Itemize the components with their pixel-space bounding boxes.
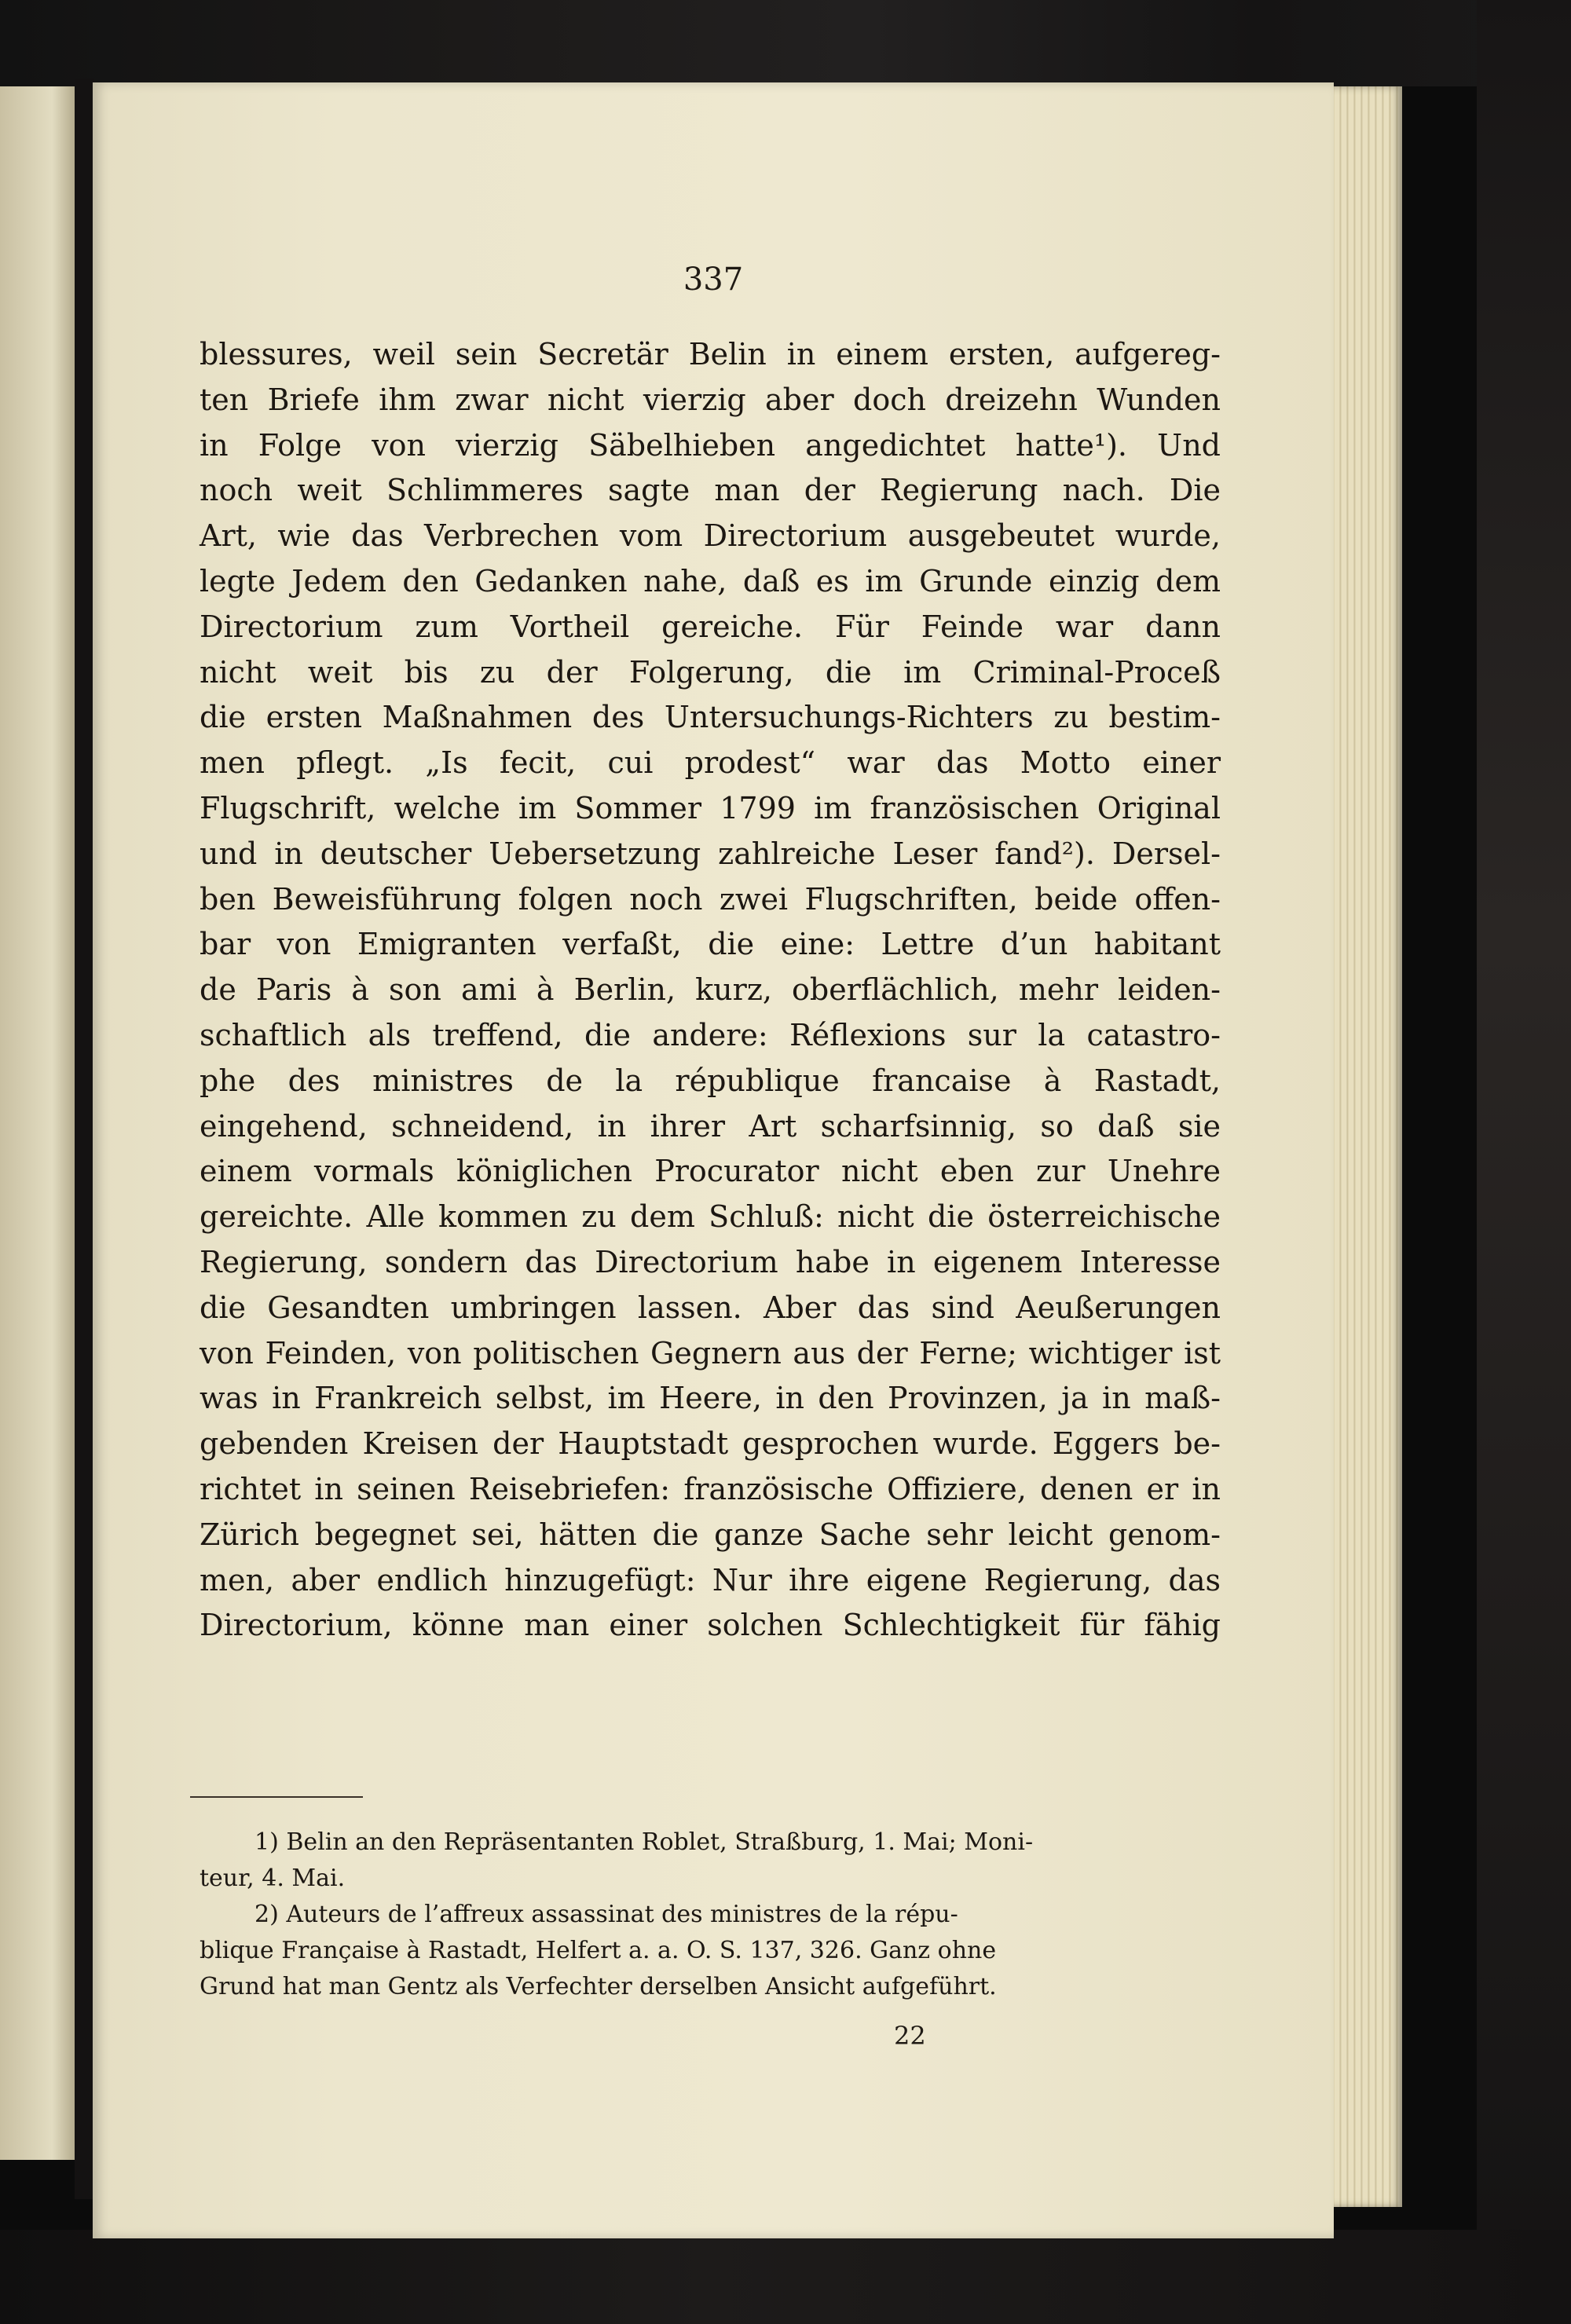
body-line: schaftlich als treffend, die andere: Réflexions sur la catastro- [200,1017,1221,1052]
footnote-line: 2) Auteurs de l’affreux assassinat des ministres de la répu- [255,1901,958,1928]
body-line: bar von Emigranten verfaßt, die eine: Lettre d’un habitant [200,927,1221,962]
body-line: in Folge von vierzig Säbelhieben angedichtet hatte¹). Und [200,427,1221,463]
book-gutter [75,79,94,2199]
footnote-line: 1) Belin an den Repräsentanten Roblet, Straßburg, 1. Mai; Moni- [255,1828,1034,1856]
footnote-line: blique Française à Rastadt, Helfert a. a. O. S. 137, 326. Ganz ohne [200,1937,997,1964]
book-cover-top [0,0,1571,86]
body-line: von Feinden, von politischen Gegnern aus der Ferne; wichtiger ist [200,1335,1221,1371]
body-line: Zürich begegnet sei, hätten die ganze Sache sehr leicht genom- [200,1517,1221,1552]
body-line: einem vormals königlichen Procurator nicht eben zur Unehre [200,1154,1221,1189]
body-line: und in deutscher Uebersetzung zahlreiche Leser fand²). Dersel- [200,836,1221,871]
body-line: legte Jedem den Gedanken nahe, daß es im Grunde einzig dem [200,563,1221,598]
footnote-line: teur, 4. Mai. [200,1865,346,1892]
body-line: de Paris à son ami à Berlin, kurz, oberflächlich, mehr leiden- [200,972,1221,1008]
body-line: nicht weit bis zu der Folgerung, die im Criminal-Proceß [200,654,1221,690]
signature-mark: 22 [894,2021,926,2051]
footnotes [200,1824,1221,2005]
body-line: richtet in seinen Reisebriefen: französische Offiziere, denen er in [200,1471,1221,1506]
body-line: ben Beweisführung folgen noch zwei Flugschriften, beide offen- [200,881,1221,917]
left-page-edge [0,86,75,2160]
body-line: phe des ministres de la république francaise à Rastadt, [200,1063,1221,1098]
body-line: gebenden Kreisen der Hauptstadt gesprochen wurde. Eggers be- [200,1426,1221,1462]
body-line: ten Briefe ihm zwar nicht vierzig aber doch dreizehn Wunden [200,382,1221,417]
body-line: gereichte. Alle kommen zu dem Schluß: nicht die österreichische [200,1199,1221,1235]
body-line: was in Frankreich selbst, im Heere, in den Provinzen, ja in maß- [200,1381,1221,1416]
footnote-line: Grund hat man Gentz als Verfechter derselben Ansicht aufgeführt. [200,1973,997,2000]
footnote-rule [190,1796,363,1798]
body-text [200,332,1221,1649]
body-line: Flugschrift, welche im Sommer 1799 im französischen Original [200,790,1221,825]
body-line: Directorium, könne man einer solchen Schlechtigkeit für fähig [200,1608,1221,1643]
body-line: men pflegt. „Is fecit, cui prodest“ war das Motto einer [200,745,1221,781]
body-line: die Gesandten umbringen lassen. Aber das sind Aeußerungen [200,1290,1221,1325]
body-line: Art, wie das Verbrechen vom Directorium ausgebeutet wurde, [200,518,1221,554]
body-line: noch weit Schlimmeres sagte man der Regierung nach. Die [200,473,1221,508]
page-stack-edge [1327,86,1402,2207]
body-line: blessures, weil sein Secretär Belin in einem ersten, aufgereg- [200,337,1221,371]
book-cover-bottom [0,2230,1571,2324]
page-number: 337 [683,262,744,298]
body-line: die ersten Maßnahmen des Untersuchungs-Richters zu bestim- [200,700,1221,735]
book-cover-right [1477,0,1571,2324]
body-line: men, aber endlich hinzugefügt: Nur ihre eigene Regierung, das [200,1562,1221,1598]
book-page [93,82,1334,2238]
body-line: Regierung, sondern das Directorium habe in eigenem Interesse [200,1244,1221,1279]
body-line: Directorium zum Vortheil gereiche. Für Feinde war dann [200,609,1221,644]
body-line: eingehend, schneidend, in ihrer Art scharfsinnig, so daß sie [200,1108,1221,1144]
